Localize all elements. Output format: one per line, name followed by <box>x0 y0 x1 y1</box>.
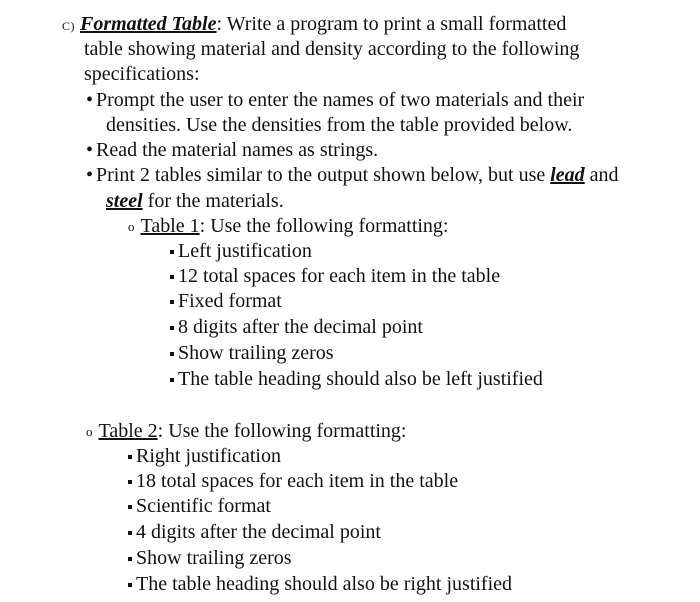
table1-name: Table 1 <box>140 215 200 237</box>
bullet-text-post: for the materials. <box>142 190 284 212</box>
bullet-item-print <box>86 163 619 187</box>
list-item <box>128 520 381 544</box>
square-bullet-icon <box>170 275 174 279</box>
material-lead: lead <box>550 164 585 186</box>
table2-heading-text: : Use the following formatting: <box>157 420 407 442</box>
square-bullet-icon <box>170 378 174 382</box>
square-bullet-icon <box>128 505 132 509</box>
intro-text-1: Write a program to print a small formatted <box>222 13 567 35</box>
list-item-text: The table heading should also be right justified <box>136 573 513 595</box>
bullet-text-continued <box>106 189 284 213</box>
bullet-text-continued: densities. Use the densities from the table provided below. <box>106 114 573 136</box>
list-item-text: The table heading should also be left justified <box>178 368 543 390</box>
table2-name: Table 2 <box>98 420 158 442</box>
section-colon: : <box>216 13 223 35</box>
bullet-text: Prompt the user to enter the names of two materials and their <box>96 89 585 111</box>
table1-heading-text: : Use the following formatting: <box>199 215 449 237</box>
square-bullet-icon <box>170 250 174 254</box>
list-item-text: 8 digits after the decimal point <box>178 316 423 338</box>
bullet-text: Read the material names as strings. <box>96 139 379 161</box>
list-item-text: Right justification <box>136 445 281 467</box>
section-title: Formatted Table <box>80 13 217 35</box>
list-item <box>170 367 543 391</box>
table2-heading <box>86 419 407 444</box>
list-item-text: 12 total spaces for each item in the table <box>178 265 501 287</box>
bullet-icon: • <box>86 164 94 186</box>
square-bullet-icon <box>170 326 174 330</box>
list-item-text: Show trailing zeros <box>136 547 292 569</box>
bullet-icon: • <box>86 89 94 111</box>
list-item-text: Show trailing zeros <box>178 342 334 364</box>
section-label: C) <box>62 19 75 33</box>
square-bullet-icon <box>128 583 132 587</box>
material-steel: steel <box>106 190 143 212</box>
bullet-icon: • <box>86 139 94 161</box>
intro-text-2: table showing material and density according to the following <box>84 38 580 60</box>
list-item <box>128 572 512 596</box>
list-item-text: 4 digits after the decimal point <box>136 521 381 543</box>
list-item <box>128 444 281 468</box>
bullet-text-and: and <box>584 164 619 186</box>
square-bullet-icon <box>128 531 132 535</box>
list-item-text: Fixed format <box>178 290 282 312</box>
list-item <box>170 341 334 365</box>
list-item <box>128 546 292 570</box>
bullet-item-prompt <box>86 88 584 112</box>
square-bullet-icon <box>170 352 174 356</box>
bullet-item-read <box>86 138 378 162</box>
list-item <box>170 289 282 313</box>
square-bullet-icon <box>128 557 132 561</box>
list-item-text: Scientific format <box>136 495 271 517</box>
intro-text-3: specifications: <box>84 63 200 85</box>
list-item <box>128 469 458 493</box>
list-item <box>128 494 271 518</box>
list-item-text: Left justification <box>178 240 312 262</box>
section-heading <box>62 12 566 38</box>
list-item-text: 18 total spaces for each item in the table <box>136 470 459 492</box>
square-bullet-icon <box>128 480 132 484</box>
circle-bullet-icon: o <box>86 424 93 439</box>
table1-heading <box>128 214 449 239</box>
bullet-text: Print 2 tables similar to the output shown below, but use <box>96 164 551 186</box>
circle-bullet-icon: o <box>128 219 135 234</box>
list-item <box>170 239 312 263</box>
square-bullet-icon <box>128 455 132 459</box>
list-item <box>170 264 500 288</box>
square-bullet-icon <box>170 300 174 304</box>
list-item <box>170 315 423 339</box>
